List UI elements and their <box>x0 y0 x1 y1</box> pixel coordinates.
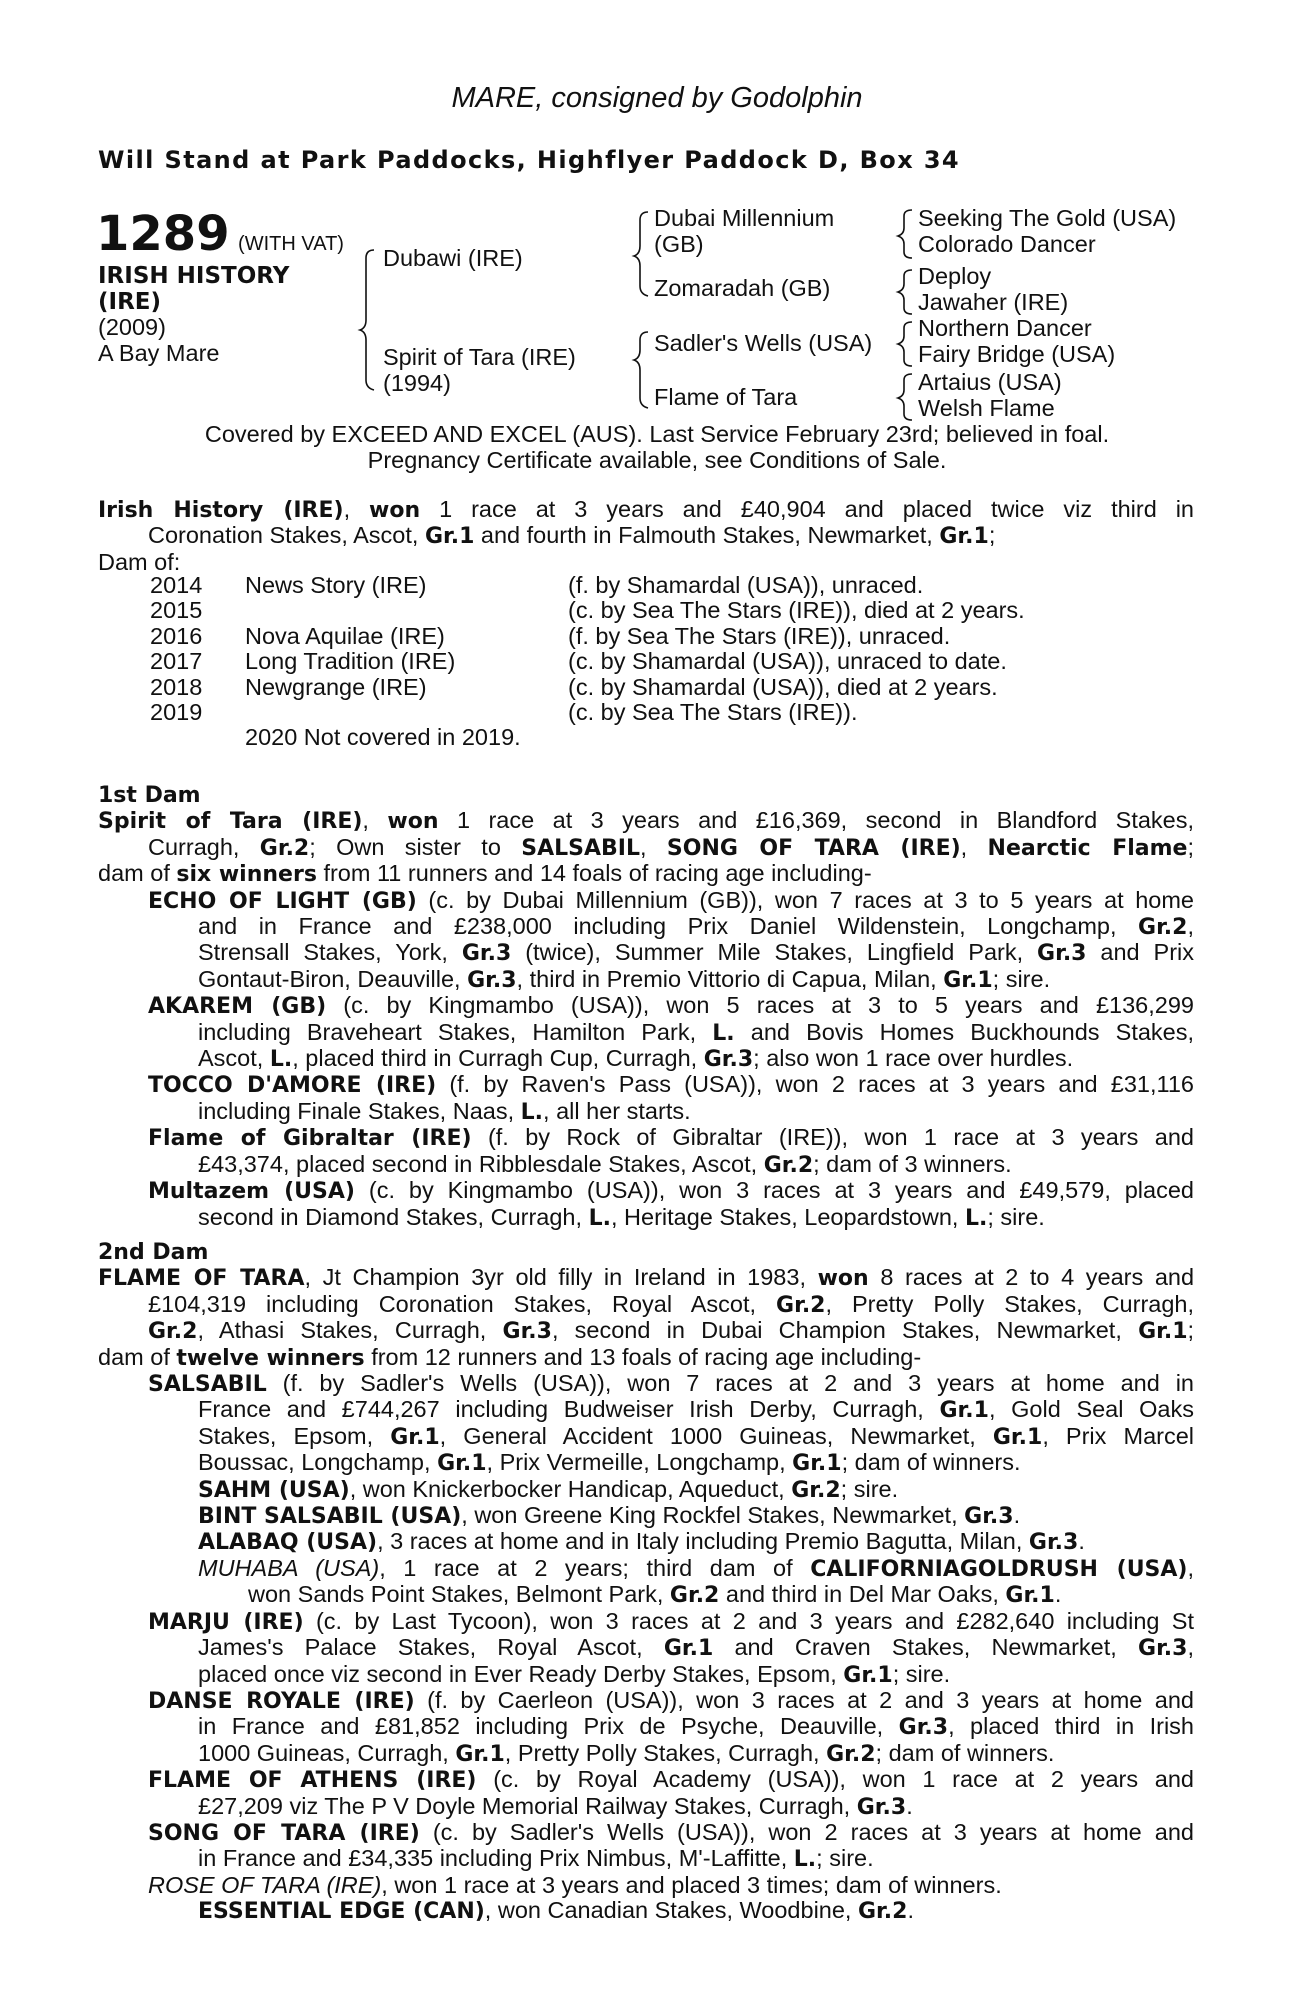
horse-name-line1: IRISH HISTORY <box>98 263 290 289</box>
produce-name: Long Tradition (IRE) <box>245 648 456 675</box>
text: , Prix Vermeille, Longchamp, <box>486 1449 786 1476</box>
produce-name: CALIFORNIAGOLDRUSH (USA) <box>810 1556 1188 1582</box>
pedigree-dam-year: (1994) <box>383 369 451 396</box>
pedigree-dss: Northern Dancer <box>918 315 1092 341</box>
text: Boussac, Longchamp, <box>198 1449 431 1476</box>
text: and third in Del Mar Oaks, <box>725 1581 999 1608</box>
text: ; dam of winners. <box>875 1739 1055 1766</box>
grade: Gr.3 <box>467 967 517 993</box>
text: and in France and £238,000 including Prix Daniel Wildenstein, Longchamp, <box>198 913 1117 940</box>
stand-location: Will Stand at Park Paddocks, Highflyer Paddock D, Box 34 <box>98 146 961 174</box>
text: ; <box>1187 1317 1195 1344</box>
text: 1000 Guineas, Curragh, <box>198 1739 449 1766</box>
text: . <box>906 1792 913 1819</box>
grade: Gr.1 <box>792 1451 842 1477</box>
text: won Sands Point Stakes, Belmont Park, <box>248 1581 664 1608</box>
text: including Braveheart Stakes, Hamilton Park, <box>198 1018 697 1045</box>
grade: Gr.3 <box>461 941 512 967</box>
produce-name: Flame of Gibraltar (IRE) <box>148 1126 472 1152</box>
pedigree-dam-name: Spirit of Tara (IRE) <box>383 344 576 370</box>
first-dam-section: 1st Dam Spirit of Tara (IRE), won 1 race at 3 years and £16,369, second in Blandford Stakes, Curragh, Gr.2; Own sister to SALSABIL, SONG OF TARA (IRE), Nearctic Flame; dam of six winners from 11 runners and 14 foals of racing age including- ECHO OF LIGHT (GB) (c. by Dubai Millennium (GB)), won 7 races at 3 to 5 years at home and in France and £238,000 including Prix Daniel Wildenstein, Longchamp, Gr.2, Strensall Stakes, York, Gr.3 (twice), Summer Mile Stakes, Lingfield Park, Gr.3 and Prix Gontaut-Biron, Deauville, Gr.3, third in Premio Vittorio di Capua, Milan, Gr.1; sire. AKAREM (GB) (c. by Kingmambo (USA)), won 5 races at 3 to 5 years and £136,299 including Braveheart Stakes, Hamilton Park, L. and Bovis Homes Buckhounds Stakes, Ascot, L., placed third in Curragh Cup, Curragh, Gr.3; also won 1 race over hurdles. TOCCO D'AMORE (IRE) (f. by Raven's Pass (USA)), won 2 races at 3 years and £31,116 including Finale Stakes, Naas, L., all her starts. Flame of Gibraltar (IRE) (f. by Rock of Gibraltar (IRE)), won 1 race at 3 years and £43,374, placed second in Ribblesdale Stakes, Ascot, Gr.2; dam of 3 winners. Multazem (USA) (c. by Kingmambo (USA)), won 3 races at 3 years and £49,579, placed second in Diamond Stakes, Curragh, L., Heritage Stakes, Leopardstown, L.; sire. <box>98 783 1195 1231</box>
text: , placed third in Curragh Cup, Curragh, <box>292 1045 698 1072</box>
produce-details: (c. by Sea The Stars (IRE)). <box>568 698 858 725</box>
pedigree-ss-line1: Dubai Millennium <box>654 205 835 231</box>
horse-year: (2009) <box>98 314 166 340</box>
winners-count: six winners <box>176 862 317 888</box>
produce-name: SONG OF TARA (IRE) <box>148 1820 420 1846</box>
pedigree-dam-dam: Flame of Tara <box>654 384 798 410</box>
text: . <box>1054 1581 1062 1608</box>
text: ; Own sister to <box>309 833 501 860</box>
produce-year: 2017 <box>150 648 203 675</box>
page-title: MARE, consigned by Godolphin <box>451 82 863 114</box>
text: ; sire. <box>892 1660 951 1687</box>
grade: Gr.1 <box>843 1662 893 1688</box>
mare-text: Coronation Stakes, Ascot, <box>148 522 419 549</box>
pedigree-sds: Deploy <box>918 263 992 289</box>
grade: Gr.3 <box>502 1319 552 1345</box>
text: ; sire. <box>840 1475 899 1502</box>
sibling: SONG OF TARA (IRE) <box>666 835 961 861</box>
produce-name: BINT SALSABIL (USA) <box>198 1504 462 1530</box>
text: (f. by Rock of Gibraltar (IRE)), won 1 race at 3 years and <box>487 1124 1194 1151</box>
text: , won Canadian Stakes, Woodbine, <box>484 1897 852 1924</box>
produce-name: Newgrange (IRE) <box>245 673 427 700</box>
pedigree-sss: Seeking The Gold (USA) <box>918 205 1177 231</box>
produce-details: (f. by Sea The Stars (IRE)), unraced. <box>568 622 951 649</box>
sibling: SALSABIL <box>521 835 640 861</box>
pedigree-sire: Dubawi (IRE) <box>383 245 523 271</box>
pedigree-ss-line2: (GB) <box>654 230 704 257</box>
text: Stakes, Epsom, <box>198 1422 374 1449</box>
produce-name: AKAREM (GB) <box>148 994 327 1020</box>
text: , placed third in Irish <box>948 1713 1194 1740</box>
text: , Pretty Polly Stakes, Curragh, <box>504 1739 820 1766</box>
grade: Gr.1 <box>455 1741 505 1767</box>
produce-details: (f. by Shamardal (USA)), unraced. <box>568 572 924 598</box>
horse-name-line2: (IRE) <box>98 289 162 315</box>
pedigree-dds: Artaius (USA) <box>918 369 1062 395</box>
produce-details: (c. by Shamardal (USA)), unraced to date. <box>568 648 1007 675</box>
produce-year: 2016 <box>150 622 203 649</box>
grade: Gr.3 <box>1028 1530 1079 1556</box>
produce-name: SAHM (USA) <box>198 1477 350 1503</box>
text: (f. by Sadler's Wells (USA)), won 7 races at 2 and 3 years at home and in <box>282 1370 1194 1397</box>
text: 8 races at 2 to 4 years and <box>880 1264 1195 1291</box>
won-word: won <box>387 809 439 835</box>
text: Curragh, <box>148 833 240 860</box>
text: , Gold Seal Oaks <box>988 1396 1194 1423</box>
horse-description: A Bay Mare <box>98 340 220 366</box>
second-dam-section <box>98 1239 1194 1925</box>
first-dam-name: Spirit of Tara (IRE) <box>98 809 363 835</box>
text: ; dam of winners. <box>841 1449 1021 1476</box>
text: , Prix Marcel <box>1042 1422 1195 1449</box>
pedigree-ddd: Welsh Flame <box>918 395 1055 421</box>
text: , Athasi Stakes, Curragh, <box>197 1317 487 1344</box>
text: . <box>907 1897 914 1924</box>
produce-note: 2020 Not covered in 2019. <box>245 724 521 751</box>
grade: Gr.2 <box>763 1152 814 1178</box>
covered-line2: Pregnancy Certificate available, see Conditions of Sale. <box>367 447 947 473</box>
pedigree-sire-sire <box>654 206 834 257</box>
text: (c. by Last Tycoon), won 3 races at 2 and 3 years and £282,640 including St <box>315 1607 1194 1634</box>
text: ; sire. <box>987 1203 1045 1230</box>
grade: Gr.1 <box>939 1398 989 1424</box>
text: dam of <box>98 1343 170 1370</box>
text: France and £744,267 including Budweiser Irish Derby, Curragh, <box>198 1396 924 1423</box>
text: ; sire. <box>992 965 1051 992</box>
grade: Gr.1 <box>939 524 989 550</box>
text: Gontaut-Biron, Deauville, <box>198 965 461 992</box>
text: (c. by Sadler's Wells (USA)), won 2 races at 3 years at home and <box>432 1818 1194 1845</box>
produce-name: FLAME OF ATHENS (IRE) <box>148 1768 477 1794</box>
mare-text: ; <box>988 522 996 549</box>
text: placed once viz second in Ever Ready Derby Stakes, Epsom, <box>198 1660 837 1687</box>
text: , Pretty Polly Stakes, Curragh, <box>825 1290 1195 1317</box>
text: (c. by Kingmambo (USA)), won 5 races at 3 to 5 years and £136,299 <box>343 992 1194 1019</box>
text: , all her starts. <box>543 1097 691 1124</box>
text: £27,209 viz The P V Doyle Memorial Railway Stakes, Curragh, <box>198 1792 851 1819</box>
grade: Gr.2 <box>259 835 310 861</box>
grade: Gr.1 <box>992 1424 1043 1450</box>
text: , second in Dubai Champion Stakes, Newmarket, <box>551 1317 1122 1344</box>
first-dam-heading: 1st Dam <box>98 783 201 808</box>
second-dam-name: FLAME OF TARA <box>98 1266 305 1292</box>
grade: Gr.3 <box>964 1504 1014 1530</box>
grade: L. <box>588 1205 611 1231</box>
text: , won Knickerbocker Handicap, Aqueduct, <box>349 1475 785 1502</box>
produce-year: 2015 <box>150 597 203 624</box>
text: ; also won 1 race over hurdles. <box>753 1045 1074 1072</box>
mare-name: Irish History (IRE) <box>98 498 344 523</box>
produce-year: 2018 <box>150 673 203 700</box>
grade: Gr.1 <box>390 1424 440 1450</box>
won-word: won <box>817 1266 869 1292</box>
text: , 3 races at home and in Italy including Premio Bagutta, Milan, <box>377 1528 1023 1555</box>
winners-count: twelve winners <box>176 1345 365 1371</box>
mare-text: and fourth in Falmouth Stakes, Newmarket, <box>480 522 933 549</box>
text: and Craven Stakes, Newmarket, <box>734 1634 1117 1661</box>
pedigree-dam-sire: Sadler's Wells (USA) <box>654 330 873 356</box>
grade: Gr.1 <box>424 524 475 550</box>
pedigree-sdd: Jawaher (IRE) <box>918 289 1069 315</box>
grade: Gr.2 <box>776 1292 826 1318</box>
grade: Gr.3 <box>856 1794 907 1820</box>
text: and Prix <box>1100 939 1195 966</box>
produce-name: ALABAQ (USA) <box>198 1530 378 1556</box>
pedigree-sire-dam: Zomaradah (GB) <box>654 275 831 301</box>
text: including Finale Stakes, Naas, <box>198 1097 515 1124</box>
produce-name: Nova Aquilae (IRE) <box>245 622 445 649</box>
covered-line1: Covered by EXCEED AND EXCEL (AUS). Last Service February 23rd; believed in foal. <box>204 421 1110 447</box>
text: ; dam of 3 winners. <box>813 1150 1012 1177</box>
text: , 1 race at 2 years; third dam of <box>379 1554 793 1581</box>
produce-name: News Story (IRE) <box>245 572 427 598</box>
produce-name: TOCCO D'AMORE (IRE) <box>148 1073 437 1099</box>
lot-number-value: 1289 <box>96 206 230 262</box>
mare-record: Irish History (IRE), won 1 race at 3 years and £40,904 and placed twice viz third in Coronation Stakes, Ascot, Gr.1 and fourth in Falmouth Stakes, Newmarket, Gr.1; Dam of: <box>98 496 1194 575</box>
text: . <box>1013 1502 1021 1529</box>
vat-label: (WITH VAT) <box>238 233 344 255</box>
text: in France and £81,852 including Prix de Psyche, Deauville, <box>198 1713 884 1740</box>
produce-details: (c. by Shamardal (USA)), died at 2 years. <box>568 673 998 700</box>
won-word: won <box>369 498 421 523</box>
text: dam of <box>98 860 170 887</box>
produce-details: (c. by Sea The Stars (IRE)), died at 2 years. <box>568 597 1025 624</box>
produce-name: ROSE OF TARA (IRE) <box>148 1871 382 1898</box>
text: 1 race at 3 years and £16,369, second in Blandford Stakes, <box>456 807 1195 834</box>
text: , Heritage Stakes, Leopardstown, <box>610 1203 959 1230</box>
text: from 11 runners and 14 foals of racing age including- <box>323 860 872 887</box>
grade: Gr.1 <box>1138 1319 1188 1345</box>
grade: Gr.2 <box>858 1899 908 1925</box>
grade: Gr.2 <box>148 1319 198 1345</box>
grade: Gr.2 <box>826 1741 876 1767</box>
text: (f. by Raven's Pass (USA)), won 2 races at 3 years and £31,116 <box>449 1071 1194 1098</box>
mare-text: 1 race at 3 years and £40,904 and placed twice viz third in <box>439 496 1194 522</box>
grade: Gr.3 <box>898 1715 949 1741</box>
grade: Gr.2 <box>1138 915 1188 941</box>
grade: Gr.1 <box>663 1636 714 1662</box>
text: in France and £34,335 including Prix Nimbus, M'-Laffitte, <box>198 1845 788 1872</box>
pedigree-ssd: Colorado Dancer <box>918 231 1096 257</box>
produce-name: ESSENTIAL EDGE (CAN) <box>198 1899 485 1925</box>
text: (c. by Dubai Millennium (GB)), won 7 races at 3 to 5 years at home <box>428 886 1194 913</box>
text: ; sire. <box>816 1845 874 1872</box>
text: (f. by Caerleon (USA)), won 3 races at 2 and 3 years at home and <box>427 1686 1195 1713</box>
grade: L. <box>712 1020 735 1046</box>
grade: L. <box>520 1099 544 1125</box>
text: , <box>1187 1634 1194 1661</box>
grade: Gr.1 <box>437 1451 487 1477</box>
grade: Gr.1 <box>1005 1583 1055 1609</box>
text: Ascot, <box>198 1045 264 1072</box>
text: £43,374, placed second in Ribblesdale Stakes, Ascot, <box>198 1150 758 1177</box>
pedigree-dsd: Fairy Bridge (USA) <box>918 341 1116 367</box>
text: £104,319 including Coronation Stakes, Royal Ascot, <box>148 1290 757 1317</box>
text: (c. by Kingmambo (USA)), won 3 races at 3 years and £49,579, placed <box>368 1177 1194 1204</box>
sibling: Nearctic Flame <box>987 835 1188 861</box>
text: (twice), Summer Mile Stakes, Lingfield Park, <box>525 939 1024 966</box>
grade: L. <box>964 1205 988 1231</box>
grade: L. <box>793 1847 817 1873</box>
grade: Gr.3 <box>1138 1636 1188 1662</box>
text: , won 1 race at 3 years and placed 3 times; dam of winners. <box>381 1871 1002 1898</box>
text: , Jt Champion 3yr old filly in Ireland in 1983, <box>304 1264 806 1291</box>
produce-name: MARJU (IRE) <box>148 1609 304 1635</box>
produce-year: 2019 <box>150 698 203 725</box>
text: Strensall Stakes, York, <box>198 939 448 966</box>
grade: Gr.3 <box>703 1047 754 1073</box>
second-dam-heading: 2nd Dam <box>98 1240 209 1265</box>
produce-year: 2014 <box>150 572 203 598</box>
text: (c. by Royal Academy (USA)), won 1 race at 2 years and <box>493 1766 1195 1793</box>
dam-of-label: Dam of: <box>98 548 181 575</box>
text: and Bovis Homes Buckhounds Stakes, <box>750 1018 1195 1045</box>
text: . <box>1078 1528 1085 1555</box>
text: James's Palace Stakes, Royal Ascot, <box>198 1634 643 1661</box>
text: second in Diamond Stakes, Curragh, <box>198 1203 583 1230</box>
text: from 12 runners and 13 foals of racing age including- <box>371 1343 922 1370</box>
produce-name: SALSABIL <box>148 1372 267 1398</box>
pedigree-dam <box>383 345 576 396</box>
produce-name: Multazem (USA) <box>148 1179 355 1205</box>
grade: Gr.3 <box>1037 941 1087 967</box>
produce-name: MUHABA (USA) <box>198 1554 380 1581</box>
text: , <box>1187 1554 1195 1581</box>
grade: Gr.1 <box>943 967 993 993</box>
text: , General Accident 1000 Guineas, Newmarket, <box>439 1422 976 1449</box>
text: , won Greene King Rockfel Stakes, Newmarket, <box>461 1502 958 1529</box>
grade: Gr.2 <box>791 1477 841 1503</box>
produce-name: DANSE ROYALE (IRE) <box>148 1688 415 1714</box>
produce-name: ECHO OF LIGHT (GB) <box>148 888 417 914</box>
text: , third in Premio Vittorio di Capua, Milan, <box>516 965 937 992</box>
grade: L. <box>269 1047 293 1073</box>
grade: Gr.2 <box>669 1583 720 1609</box>
